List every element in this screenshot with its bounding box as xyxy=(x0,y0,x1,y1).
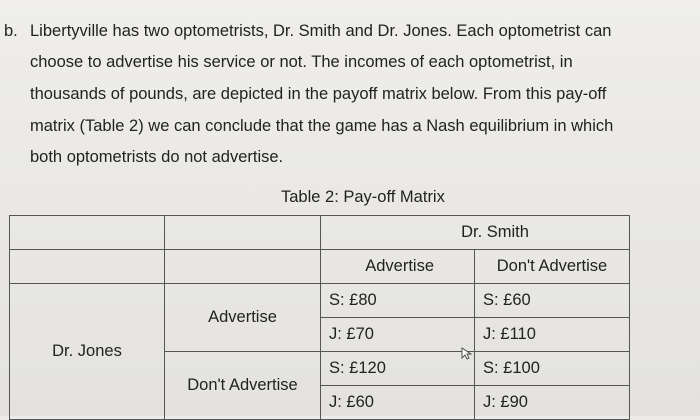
table-row xyxy=(10,284,630,318)
question-label: b. xyxy=(4,22,18,40)
mouse-cursor-icon xyxy=(460,347,474,361)
column-player-label: Dr. Smith xyxy=(321,216,630,250)
empty-cell xyxy=(165,250,321,284)
table-row xyxy=(10,216,630,250)
question-text-line: choose to advertise his service or not. The incomes of each optometrist, in xyxy=(30,53,573,71)
question-text-line: both optometrists do not advertise. xyxy=(30,148,284,166)
payoff-smith-value: S: £80 xyxy=(321,284,475,318)
question-text-line: matrix (Table 2) we can conclude that the game has a Nash equilibrium in which xyxy=(30,117,614,135)
payoff-smith-value: S: £100 xyxy=(475,352,630,386)
payoff-matrix xyxy=(9,215,630,420)
table-caption: Table 2: Pay-off Matrix xyxy=(281,188,445,206)
column-header-advertise: Advertise xyxy=(321,250,475,284)
question-text-line: Libertyville has two optometrists, Dr. Smith and Dr. Jones. Each optometrist can xyxy=(30,22,612,40)
empty-cell xyxy=(10,216,165,250)
row-player-label: Dr. Jones xyxy=(10,284,165,420)
payoff-smith-value: S: £60 xyxy=(475,284,630,318)
payoff-smith-value: S: £120 xyxy=(321,352,475,386)
payoff-jones-value: J: £90 xyxy=(475,386,630,420)
column-header-dont-advertise: Don't Advertise xyxy=(475,250,630,284)
payoff-jones-value: J: £70 xyxy=(321,318,475,352)
payoff-jones-value: J: £110 xyxy=(475,318,630,352)
payoff-jones-value: J: £60 xyxy=(321,386,475,420)
table-row xyxy=(10,250,630,284)
row-label-advertise: Advertise xyxy=(165,284,321,352)
question-text-line: thousands of pounds, are depicted in the payoff matrix below. From this pay-off xyxy=(30,85,607,103)
empty-cell xyxy=(10,250,165,284)
empty-cell xyxy=(165,216,321,250)
row-label-dont-advertise: Don't Advertise xyxy=(165,352,321,420)
